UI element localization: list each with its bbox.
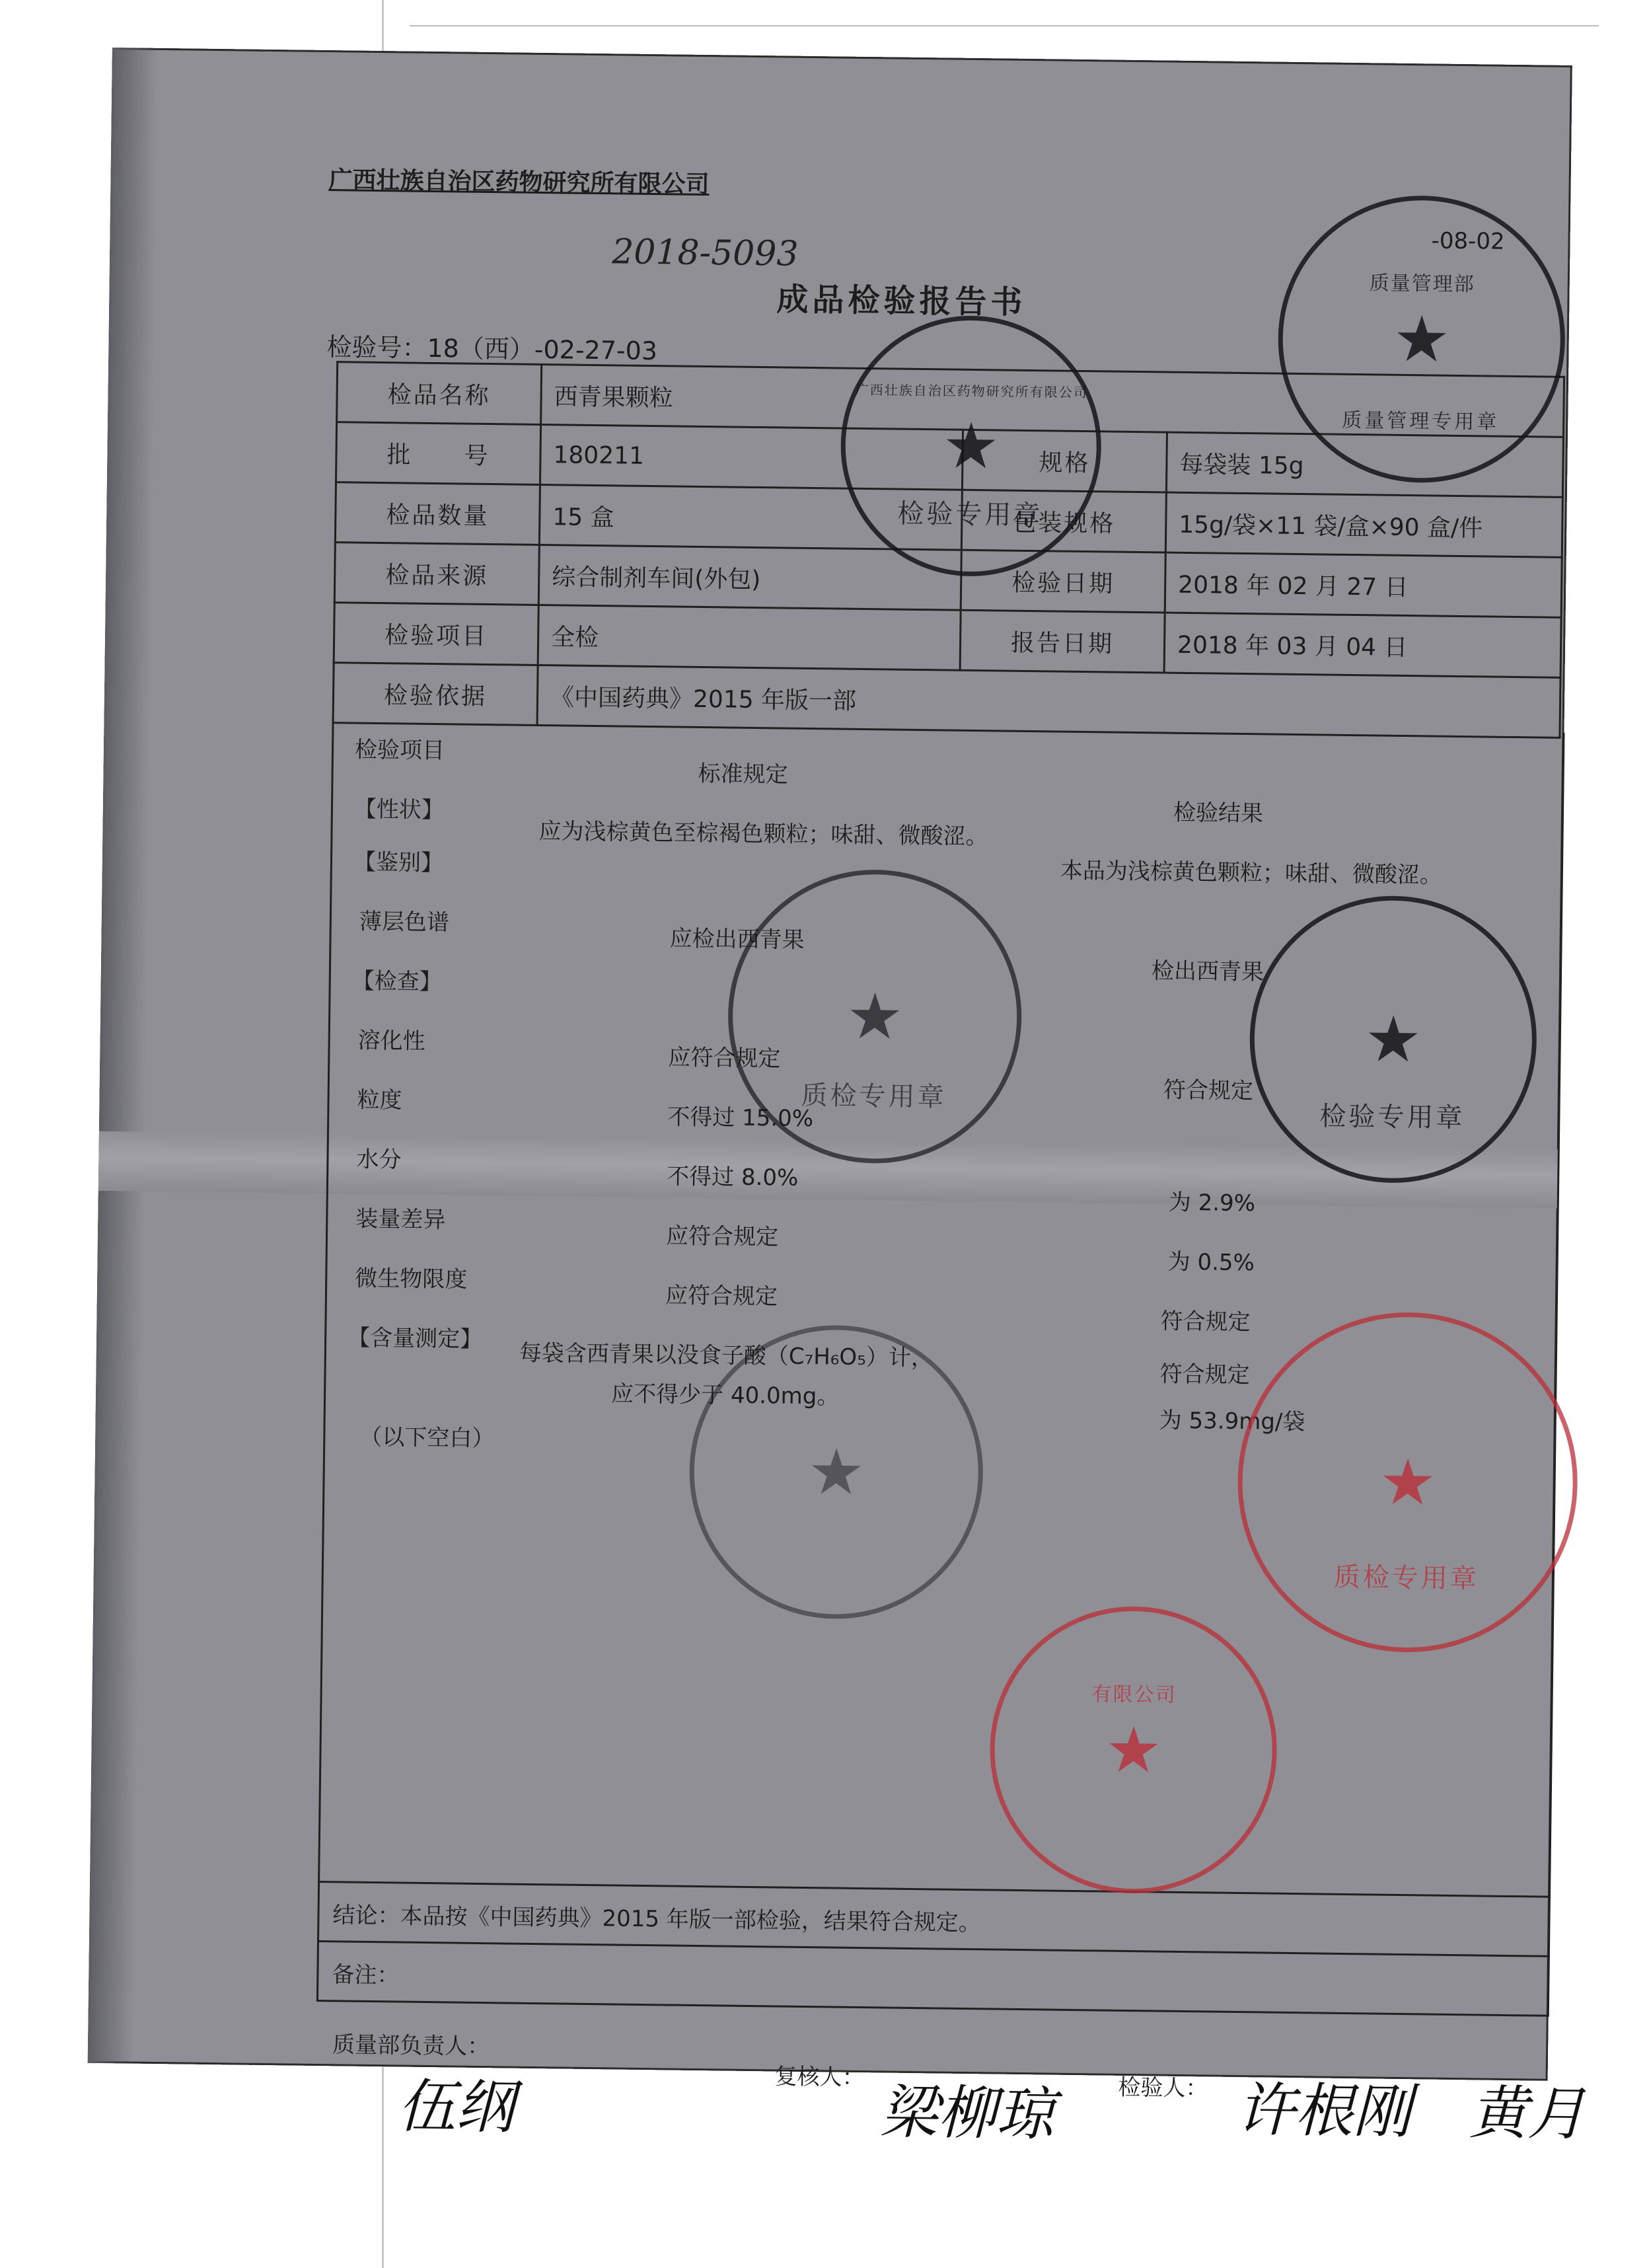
row-standard: 应不得少于 40.0mg。 (610, 1380, 840, 1410)
row-item: 溶化性 (357, 1027, 425, 1055)
spec-value: 每袋装 15g (1166, 432, 1563, 497)
package-value: 15g/袋×11 袋/盒×90 盒/件 (1165, 492, 1562, 557)
row-standard: 每袋含西青果以没食子酸（C₇H₆O₅）计， (519, 1340, 934, 1372)
row-item: 粒度 (357, 1086, 402, 1114)
star-icon: ★ (807, 1435, 865, 1510)
quality-head-signature: 伍纲 (397, 2072, 515, 2142)
inspector-signature: 许根刚 黄月 (1236, 2076, 1586, 2148)
insp-date-value: 2018 年 02 月 27 日 (1165, 552, 1562, 617)
basis-label: 检验依据 (333, 663, 538, 726)
report-date-value: 2018 年 03 月 04 日 (1164, 613, 1561, 677)
row-item: 【检查】 (351, 967, 443, 996)
row-item: 薄层色谱 (359, 908, 450, 936)
red-qc-seal-text: 质检专用章 (1333, 1562, 1480, 1595)
insp-date-label: 检验日期 (961, 550, 1165, 613)
institute-seal-2-purpose: 检验专用章 (1319, 1101, 1465, 1133)
product-name-value: 西青果颗粒 (541, 364, 1564, 437)
batch-value: 180211 (540, 424, 963, 490)
institute-seal-text: 广西壮族自治区药物研究所有限公司 (855, 381, 1088, 401)
product-name-label: 检品名称 (337, 362, 542, 425)
reviewer-signature: 梁柳琼 (879, 2078, 1055, 2148)
row-result: 为 0.5% (1167, 1248, 1255, 1277)
inspection-number: 检验号：18（西）-02-27-03 (326, 332, 658, 366)
spec-label: 规格 (962, 430, 1167, 492)
star-icon: ★ (1393, 301, 1451, 377)
blank-note: （以下空白） (359, 1423, 495, 1453)
row-result: 符合规定 (1160, 1308, 1251, 1336)
star-icon: ★ (1104, 1712, 1163, 1788)
row-standard: 应符合规定 (665, 1223, 779, 1251)
source-label: 检品来源 (334, 543, 539, 605)
row-standard: 应符合规定 (668, 1044, 781, 1073)
star-icon: ★ (942, 408, 1000, 484)
row-item: 【鉴别】 (353, 849, 444, 877)
col-result-header: 检验结果 (1173, 799, 1264, 827)
col-standard-header: 标准规定 (698, 760, 788, 788)
row-standard: 不得过 15.0% (667, 1104, 814, 1133)
row-item: 水分 (356, 1146, 402, 1174)
basis-value: 《中国药典》2015 年版一部 (537, 665, 1560, 737)
form-code: -08-02 (1431, 227, 1505, 255)
institute-seal-purpose: 检验专用章 (897, 498, 1043, 531)
company-name: 广西壮族自治区药物研究所有限公司 (328, 167, 710, 199)
row-item: 【性状】 (353, 796, 445, 824)
report-date-label: 报告日期 (960, 610, 1165, 673)
col-item-header: 检验项目 (354, 736, 445, 765)
item-label: 检验项目 (334, 603, 538, 665)
report-sheet (88, 48, 1586, 2148)
reviewer-label: 复核人： (774, 2063, 865, 2092)
customer-qc-seal-text: 质检专用章 (801, 1080, 947, 1113)
conclusion-text: 结论：本品按《中国药典》2015 年版一部检验，结果符合规定。 (332, 1902, 982, 1937)
row-result: 为 2.9% (1168, 1189, 1256, 1217)
batch-label: 批 号 (336, 422, 540, 485)
quality-head-label: 质量部负责人： (332, 2031, 490, 2060)
source-value: 综合制剂车间(外包) (538, 545, 961, 610)
row-result: 符合规定 (1163, 1077, 1254, 1105)
star-icon: ★ (846, 979, 904, 1054)
row-standard: 应检出西青果 (669, 925, 805, 954)
row-result: 检出西青果 (1151, 958, 1264, 986)
package-label: 包装规格 (961, 490, 1166, 552)
row-result: 本品为浅棕黄色颗粒；味甜、微酸涩。 (1060, 857, 1443, 889)
remarks-label: 备注： (332, 1961, 400, 1989)
scan-edge (410, 25, 1599, 26)
handwritten-number: 2018-5093 (611, 232, 799, 274)
quality-dept-seal-top: 质量管理部 (1369, 272, 1475, 297)
quantity-value: 15 盒 (539, 484, 962, 550)
row-result: 符合规定 (1159, 1361, 1250, 1389)
row-item: 微生物限度 (355, 1265, 468, 1293)
inspector-label: 检验人： (1118, 2074, 1208, 2102)
star-icon: ★ (1364, 1002, 1422, 1077)
row-standard: 不得过 8.0% (666, 1163, 799, 1191)
row-item: 【含量测定】 (347, 1324, 483, 1353)
quality-dept-seal-bottom: 质量管理专用章 (1342, 408, 1500, 434)
row-standard: 应符合规定 (665, 1282, 778, 1310)
sheet-shadow (88, 48, 159, 2064)
row-item: 装量差异 (355, 1205, 446, 1234)
item-value: 全检 (538, 605, 961, 670)
row-standard: 应为浅棕黄色至棕褐色颗粒；味甜、微酸涩。 (538, 817, 988, 850)
star-icon: ★ (1378, 1445, 1437, 1520)
page-title: 成品检验报告书 (776, 281, 1027, 321)
row-result: 为 53.9mg/袋 (1159, 1407, 1305, 1436)
quantity-label: 检品数量 (335, 482, 540, 545)
red-company-seal-text: 有限公司 (1091, 1682, 1177, 1707)
